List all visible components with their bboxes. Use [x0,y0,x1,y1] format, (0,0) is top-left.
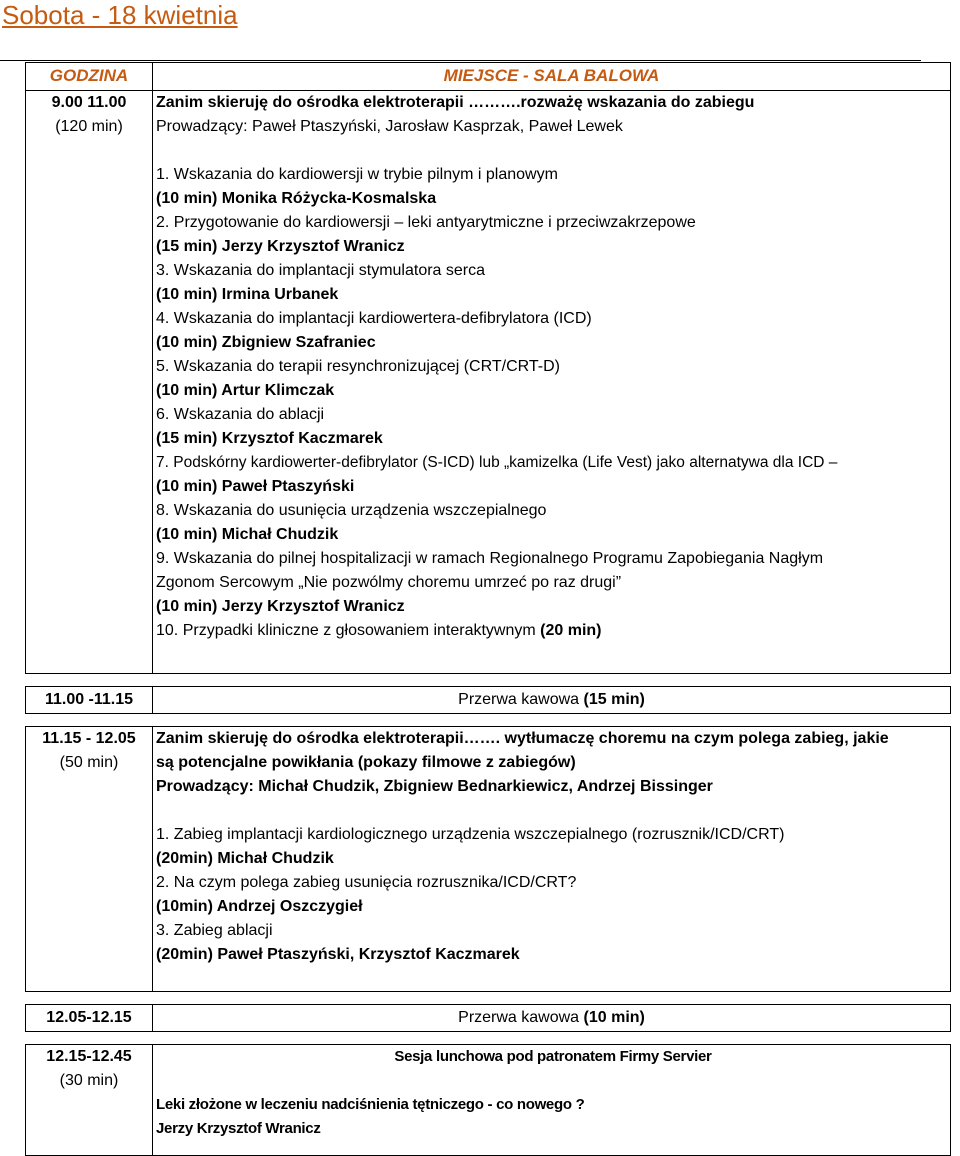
session-topic: Leki złożone w leczeniu nadciśnienia tętniczego - co nowego ? [156,1096,585,1113]
session-content [153,1045,951,1156]
item10-duration: (20 min) [540,622,602,639]
session-time-cell [26,1045,153,1156]
page-title: Sobota - 18 kwietnia [2,0,238,30]
list-item-speaker: (20min) Michał Chudzik [156,850,334,867]
list-item-speaker: (10 min) Paweł Ptaszyński [156,478,355,495]
list-item: 5. Wskazania do terapii resynchronizującej (CRT/CRT-D) [156,358,560,375]
list-item: Zgonom Sercowym „Nie pozwólmy choremu umrzeć po raz drugi” [156,574,622,591]
list-item: 2. Przygotowanie do kardiowersji – leki antyarytmiczne i przeciwzakrzepowe [156,214,696,231]
session-duration: (30 min) [59,1072,119,1089]
list-item: 4. Wskazania do implantacji kardiowertera-defibrylatora (ICD) [156,310,592,327]
break-duration: (15 min) [583,691,645,708]
list-item-speaker: (10 min) Artur Klimczak [156,382,335,399]
top-divider [0,60,921,61]
session-time-cell [26,727,153,992]
session-duration: (120 min) [55,118,123,135]
session-time: 9.00 11.00 [51,94,127,111]
session-time: 11.15 - 12.05 [42,730,136,747]
list-item-speaker: (10 min) Jerzy Krzysztof Wranicz [156,598,405,615]
break-label-cell [153,1005,951,1032]
list-item: 7. Podskórny kardiowerter-defibrylator (S-ICD) lub „kamizelka (Life Vest) jako alternatywa dla ICD – [156,454,838,471]
session-chairs: Prowadzący: Michał Chudzik, Zbigniew Bednarkiewicz, Andrzej Bissinger [156,778,713,795]
list-item: 2. Na czym polega zabieg usunięcia rozrusznika/ICD/CRT? [156,874,577,891]
item10-text: 10. Przypadki kliniczne z głosowaniem interaktywnym [156,622,541,639]
schedule-table [25,62,951,1156]
header-place: MIEJSCE - SALA BALOWA [153,63,951,91]
session-time: 12.15-12.45 [46,1048,132,1065]
session-title: Zanim skieruję do ośrodka elektroterapii……. wytłumaczę choremu na czym polega zabieg, jakie [156,730,889,747]
list-item-speaker: (10 min) Zbigniew Szafraniec [156,334,376,351]
session-duration: (50 min) [59,754,119,771]
list-item: 3. Wskazania do implantacji stymulatora serca [156,262,486,279]
session-content [153,727,951,992]
header-row [26,63,951,91]
break-row [26,1005,951,1032]
list-item-speaker: (15 min) Krzysztof Kaczmarek [156,430,383,447]
break-time: 12.05-12.15 [26,1005,153,1032]
list-item [156,619,950,643]
session-items [156,163,950,643]
session-row [26,91,951,674]
list-item: 3. Zabieg ablacji [156,922,273,939]
session-row [26,727,951,992]
list-item: 8. Wskazania do usunięcia urządzenia wszczepialnego [156,502,547,519]
list-item: 1. Zabieg implantacji kardiologicznego urządzenia wszczepialnego (rozrusznik/ICD/CRT) [156,826,785,843]
list-item: 6. Wskazania do ablacji [156,406,325,423]
break-label: Przerwa kawowa [458,691,584,708]
session-title: Zanim skieruję do ośrodka elektroterapii ……….rozważę wskazania do zabiegu [156,94,755,111]
list-item-speaker: (10 min) Irmina Urbanek [156,286,339,303]
list-item-speaker: (10 min) Michał Chudzik [156,526,339,543]
list-item: 9. Wskazania do pilnej hospitalizacji w ramach Regionalnego Programu Zapobiegania Nagłym [156,550,824,567]
list-item-speaker: (10min) Andrzej Oszczygieł [156,898,363,915]
session-time-cell [26,91,153,674]
break-label-cell [153,687,951,714]
session-title: są potencjalne powikłania (pokazy filmowe z zabiegów) [156,754,576,771]
break-time: 11.00 -11.15 [26,687,153,714]
list-item: 1. Wskazania do kardiowersji w trybie pilnym i planowym [156,166,558,183]
break-duration: (10 min) [583,1009,645,1026]
session-title: Sesja lunchowa pod patronatem Firmy Servier [394,1048,712,1065]
list-item-speaker: (10 min) Monika Różycka-Kosmalska [156,190,437,207]
list-item-speaker: (20min) Paweł Ptaszyński, Krzysztof Kaczmarek [156,946,520,963]
break-label: Przerwa kawowa [458,1009,584,1026]
session-row [26,1045,951,1156]
session-content [153,91,951,674]
list-item-speaker: (15 min) Jerzy Krzysztof Wranicz [156,238,405,255]
break-row [26,687,951,714]
session-chairs: Prowadzący: Paweł Ptaszyński, Jarosław Kasprzak, Paweł Lewek [156,118,623,135]
header-time: GODZINA [26,63,153,91]
session-speaker: Jerzy Krzysztof Wranicz [156,1120,321,1137]
